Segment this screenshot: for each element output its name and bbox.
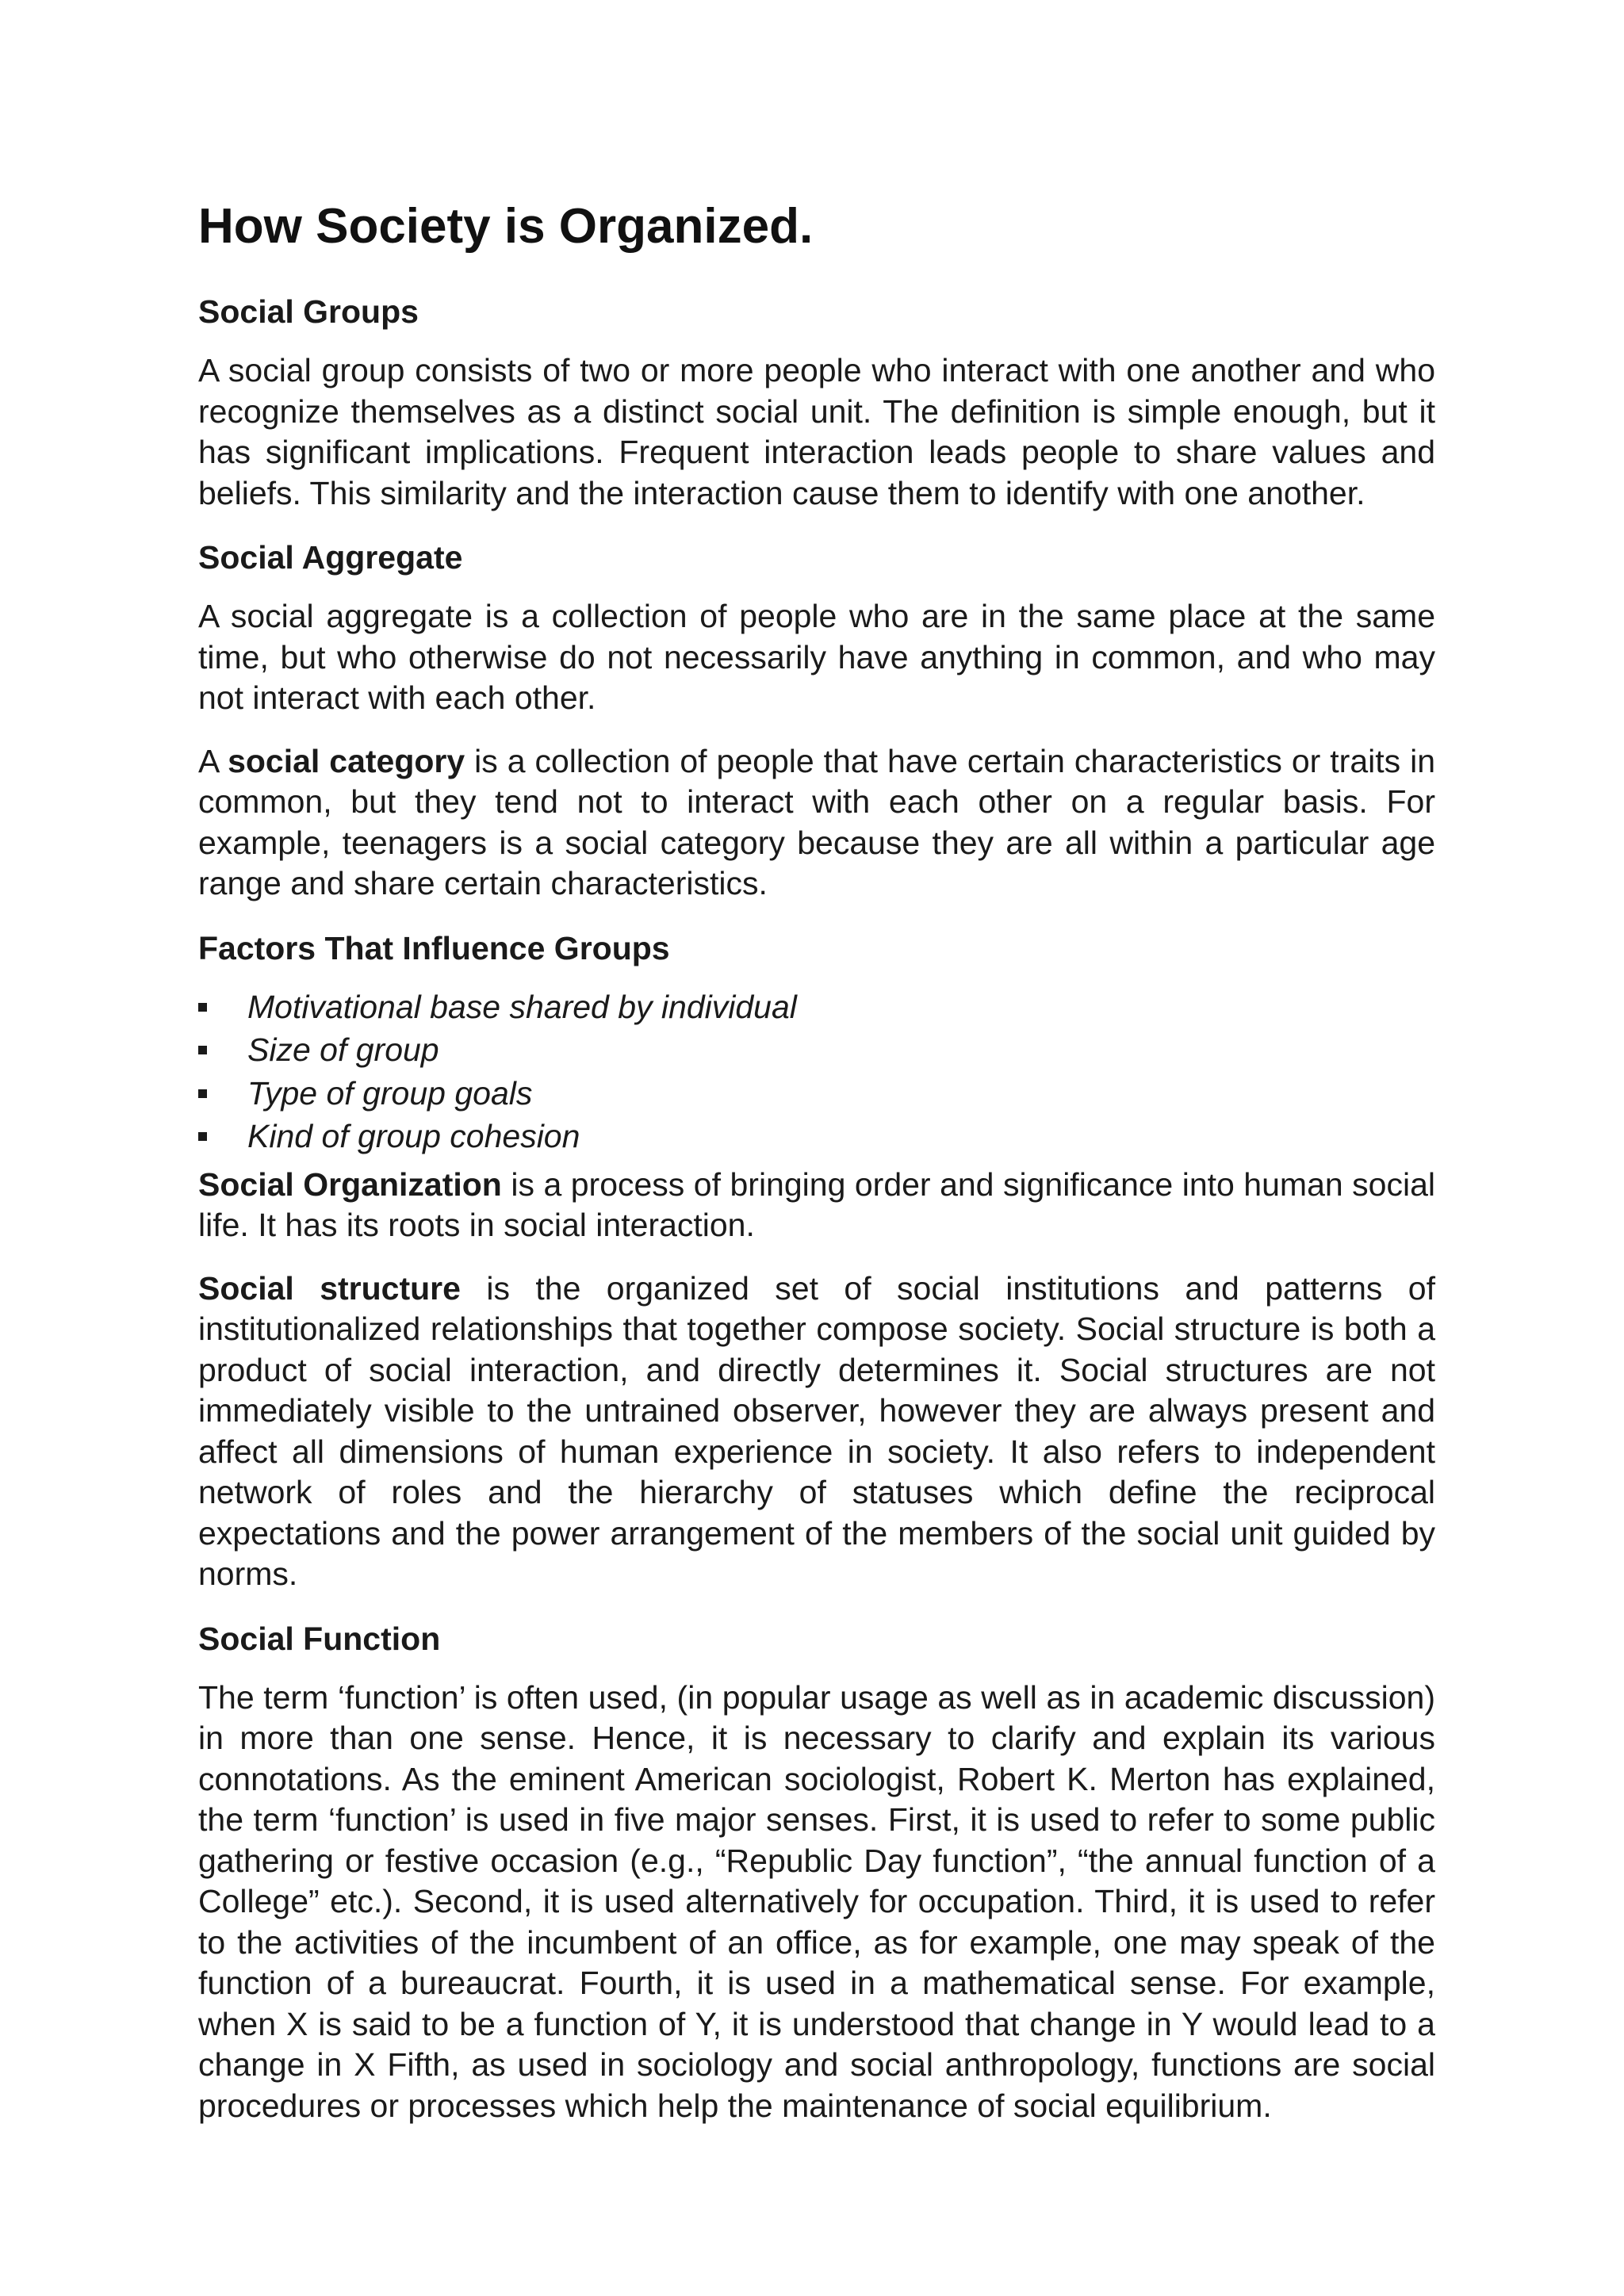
paragraph-social-aggregate: A social aggregate is a collection of people who are in the same place at the same time, but who otherwise do not necessarily have anything in common, and who may not interact with each other. xyxy=(198,598,1435,716)
list-item xyxy=(198,1073,1435,1117)
list-item-text: Motivational base shared by individual xyxy=(247,988,797,1025)
social-category-text: is a collection of people that have certain characteristics or traits in common, but they tend not to interact with each other on a regular basis. For example, teenagers is a social category because they are all within a particular age range and share certain characteristics. xyxy=(198,742,1435,901)
document-page xyxy=(198,195,1435,2126)
list-item xyxy=(198,1030,1435,1073)
paragraph-social-organization xyxy=(198,1165,1435,1246)
social-structure-text: is the organized set of social institutions and patterns of institutionalized relationships that together compose society. Social structure is both a product of social interaction, and directly determines it. Social structures are not immediately visible to the untrained observer, however they are always present and affect all dimensions of human experience in society. It also refers to independent network of roles and the hierarchy of statuses which define the reciprocal expectations and the power arrangement of the members of the social unit guided by norms. xyxy=(198,1269,1435,1592)
paragraph-social-function: The term ‘function’ is often used, (in popular usage as well as in academic discussion) in more than one sense. Hence, it is necessary to clarify and explain its various connotations. As the eminent American sociologist, Robert K. Merton has explained, the term ‘function’ is used in five major senses. First, it is used to refer to some public gathering or festive occasion (e.g., “Republic Day function”, “the annual function of a College” etc.). Second, it is used alternatively for occupation. Third, it is used to refer to the activities of the incumbent of an office, as for example, one may speak of the function of a bureaucrat. Fourth, it is used in a mathematical sense. For example, when X is said to be a function of Y, it is understood that change in Y would lead to a change in X Fifth, as used in sociology and social anthropology, functions are social procedures or processes which help the maintenance of social equilibrium. xyxy=(198,1678,1435,2124)
social-organization-term: Social Organization xyxy=(198,1165,502,1203)
social-structure-term: Social structure xyxy=(198,1269,461,1307)
heading-factors: Factors That Influence Groups xyxy=(198,929,670,966)
heading-social-aggregate: Social Aggregate xyxy=(198,539,463,576)
square-bullet-icon xyxy=(198,1003,207,1012)
social-category-prefix: A xyxy=(198,742,228,779)
square-bullet-icon xyxy=(198,1089,207,1098)
square-bullet-icon xyxy=(198,1046,207,1054)
social-category-term: social category xyxy=(228,742,465,779)
heading-social-function: Social Function xyxy=(198,1620,441,1657)
heading-social-groups: Social Groups xyxy=(198,293,419,330)
square-bullet-icon xyxy=(198,1132,207,1141)
paragraph-social-structure xyxy=(198,1269,1435,1595)
list-item xyxy=(198,1116,1435,1160)
factors-list xyxy=(198,987,1435,1160)
list-item-text: Type of group goals xyxy=(247,1074,533,1112)
list-item xyxy=(198,987,1435,1031)
social-organization-text: is a process of bringing order and significance into human social life. It has its roots in social interaction. xyxy=(198,1165,1435,1243)
list-item-text: Size of group xyxy=(247,1031,439,1068)
paragraph-social-groups: A social group consists of two or more people who interact with one another and who recognize themselves as a distinct social unit. The definition is simple enough, but it has significant implications. Frequent interaction leads people to share values and beliefs. This similarity and the interaction cause them to identify with one another. xyxy=(198,352,1435,511)
document-title: How Society is Organized. xyxy=(198,199,814,254)
paragraph-social-category xyxy=(198,741,1435,905)
list-item-text: Kind of group cohesion xyxy=(247,1118,580,1154)
